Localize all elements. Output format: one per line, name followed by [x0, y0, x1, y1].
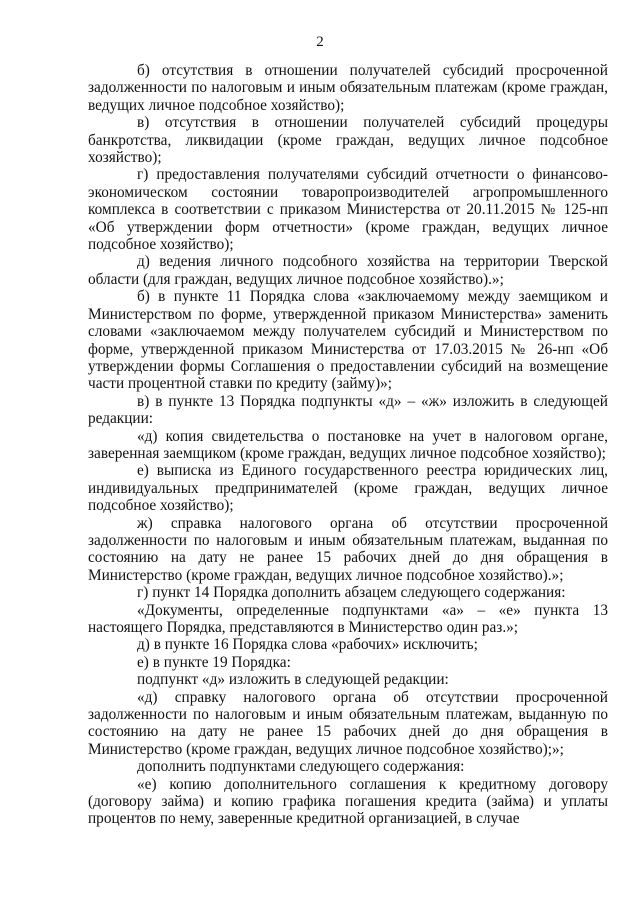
paragraph: б) отсутствия в отношении получателей субсидий просроченной задолженности по налоговым и иным обязательным платежам (кроме граждан, ведущих личное подсобное хозяйство); [88, 62, 608, 114]
paragraph: «д) копия свидетельства о постановке на учет в налоговом органе, заверенная заемщиком (кроме граждан, ведущих личное подсобное хозяйство); [88, 427, 608, 462]
paragraph: б) в пункте 11 Порядка слова «заключаемому между заемщиком и Министерством по форме, утвержденной приказом Министерства» заменить словами «заключаемом между получателем субсидий и Министерством по форме, утвержденной приказом Министерства от 17.03.2015 № 26-нп «Об утверждении формы Соглашения о предоставлении субсидий на возмещение части процентной ставки по кредиту (займу)»; [88, 288, 608, 393]
paragraph: ж) справка налогового органа об отсутствии просроченной задолженности по налоговым и иным обязательным платежам, выданная по состоянию на дату не ранее 15 рабочих дней до дня обращения в Министерство (кроме граждан, ведущих личное подсобное хозяйство).»; [88, 514, 608, 584]
document-body [88, 62, 608, 828]
paragraph: г) пункт 14 Порядка дополнить абзацем следующего содержания: [137, 584, 566, 602]
paragraph: подпункт «д» изложить в следующей редакции: [137, 671, 449, 689]
paragraph: «д) справку налогового органа об отсутствии просроченной задолженности по налоговым и иным обязательным платежам, выданную по состоянию на дату не ранее 15 рабочих дней до дня обращения в Министерство (кроме граждан, ведущих личное подсобное хозяйство);»; [88, 688, 608, 758]
paragraph: в) отсутствия в отношении получателей субсидий процедуры банкротства, ликвидации (кроме граждан, ведущих личное подсобное хозяйство); [88, 114, 608, 167]
paragraph: е) в пункте 19 Порядка: [137, 653, 291, 671]
paragraph: д) ведения личного подсобного хозяйства на территории Тверской области (для граждан, ведущих личное подсобное хозяйство).»; [88, 253, 608, 288]
paragraph: е) выписка из Единого государственного реестра юридических лиц, индивидуальных предпринимателей (кроме граждан, ведущих личное подсобное хозяйство); [88, 462, 608, 515]
paragraph: в) в пункте 13 Порядка подпункты «д» – «ж» изложить в следующей редакции: [88, 392, 608, 428]
paragraph: д) в пункте 16 Порядка слова «рабочих» исключить; [137, 636, 478, 654]
paragraph: «Документы, определенные подпунктами «а» – «е» пункта 13 настоящего Порядка, представляются в Министерство один раз.»; [88, 601, 608, 636]
paragraph: дополнить подпунктами следующего содержания: [137, 758, 465, 776]
page-number: 2 [316, 34, 324, 50]
paragraph: г) предоставления получателями субсидий отчетности о финансово-экономическом состоянии товаропроизводителей агропромышленного комплекса в соответствии с приказом Министерства от 20.11.2015 № 125-нп «Об утверждении форм отчетности» (кроме граждан, ведущих личное подсобное хозяйство); [88, 166, 608, 254]
paragraph: «е) копию дополнительного соглашения к кредитному договору (договору займа) и копию графика погашения кредита (займа) и уплаты процентов по нему, заверенные кредитной организацией, в случае [88, 775, 608, 828]
